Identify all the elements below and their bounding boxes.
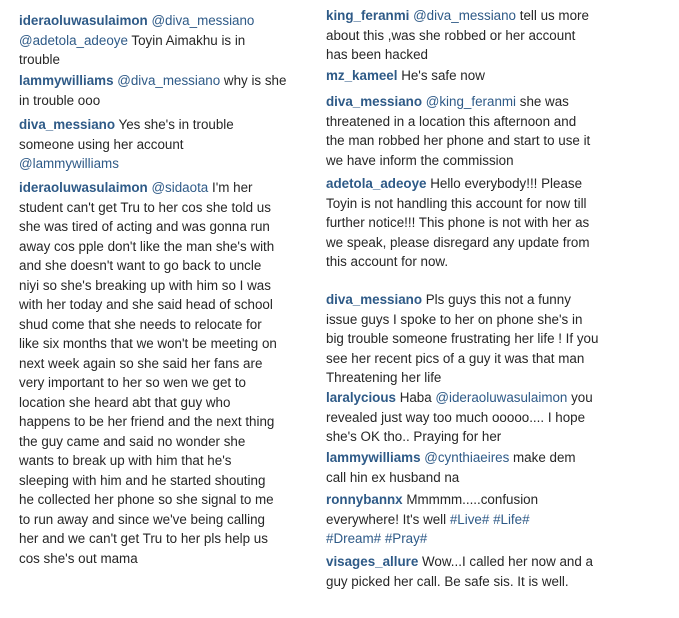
comment-username[interactable]: mz_kameel: [326, 68, 398, 83]
comment-username[interactable]: diva_messiano: [326, 94, 423, 109]
comment: king_feranmi @diva_messiano tell us more about this ,was she robbed or her account has been hacked: [326, 8, 589, 62]
hashtag-link[interactable]: #Dream#: [326, 531, 382, 546]
mention-link[interactable]: @sidaota: [151, 180, 209, 195]
comment: visages_allure Wow...I called her now and a guy picked her call. Be safe sis. It is well.: [326, 554, 593, 589]
comment: ideraoluwasulaimon @diva_messiano @adetola_adeoye Toyin Aimakhu is in trouble: [19, 13, 255, 67]
comment: adetola_adeoye Hello everybody!!! Please Toyin is not handling this account for now till further notice!!! This phone is not with her as we speak, please disregard any update from this account for now.: [326, 176, 590, 269]
mention-link[interactable]: @diva_messiano: [151, 13, 255, 28]
comment: mz_kameel He's safe now: [326, 68, 485, 83]
comment: ronnybannx Mmmmm.....confusion everywhere! It's well #Live# #Life# #Dream# #Pray#: [326, 492, 539, 546]
hashtag-link[interactable]: #Pray#: [384, 531, 428, 546]
mention-link[interactable]: @ideraoluwasulaimon: [435, 390, 568, 405]
comment: lammywilliams @diva_messiano why is she in trouble ooo: [19, 73, 287, 108]
mention-link[interactable]: @adetola_adeoye: [19, 32, 128, 48]
mention-link[interactable]: @lammywilliams: [19, 156, 119, 171]
comment-username[interactable]: king_feranmi: [326, 8, 410, 23]
comment: laralycious Haba @ideraoluwasulaimon you revealed just way too much ooooo.... I hope she's OK tho.. Praying for her: [326, 390, 593, 444]
comment-username[interactable]: ronnybannx: [326, 492, 403, 507]
mention-link[interactable]: @diva_messiano: [413, 8, 517, 23]
comment: diva_messiano Pls guys this not a funny issue guys I spoke to her on phone she's in big trouble someone frustrating her life ! If you see her recent pics of a guy it was that man Threatening her life: [326, 292, 599, 385]
comment: ideraoluwasulaimon @sidaota I'm her student can't get Tru to her cos she told us she was tired of acting and was gonna run away cos pple don't like the man she's with and she doesn't want to go back to uncle niyi so she's breaking up with him so I was with her today and she said head of school shud come that she needs to relocate for like six months that we won't be meeting on next week again so she said her fans are very important to her so wen we get to location she heard abt that guy who happens to be her friend and the next thing the guy came and said no wonder she wants to break up with him that he's sleeping with him and he started shouting he collected her phone so she signal to me to run away and since we've being calling her and we can't get Tru to her pls help us cos she's out mama: [19, 180, 277, 566]
comment-username[interactable]: ideraoluwasulaimon: [19, 180, 148, 195]
comment-username[interactable]: adetola_adeoye: [326, 176, 427, 191]
comment-username[interactable]: visages_allure: [326, 554, 419, 569]
hashtag-link[interactable]: #Live#: [449, 511, 490, 527]
comment-username[interactable]: lammywilliams: [326, 450, 421, 465]
comment: lammywilliams @cynthiaeires make dem call hin ex husband na: [326, 450, 576, 485]
hashtag-link[interactable]: #Life#: [493, 511, 530, 527]
mention-link[interactable]: @diva_messiano: [117, 73, 221, 88]
comment-username[interactable]: diva_messiano: [19, 117, 116, 132]
comment-username[interactable]: laralycious: [326, 390, 396, 405]
comment-username[interactable]: lammywilliams: [19, 73, 114, 88]
comment: diva_messiano @king_feranmi she was threatened in a location this afternoon and the man robbed her phone and start to use it we have inform the commission: [326, 94, 591, 168]
mention-link[interactable]: @king_feranmi: [425, 94, 517, 109]
mention-link[interactable]: @cynthiaeires: [424, 450, 510, 465]
comment-username[interactable]: diva_messiano: [326, 292, 423, 307]
comment-username[interactable]: ideraoluwasulaimon: [19, 13, 148, 28]
comment: diva_messiano Yes she's in trouble someone using her account @lammywilliams: [19, 117, 234, 171]
